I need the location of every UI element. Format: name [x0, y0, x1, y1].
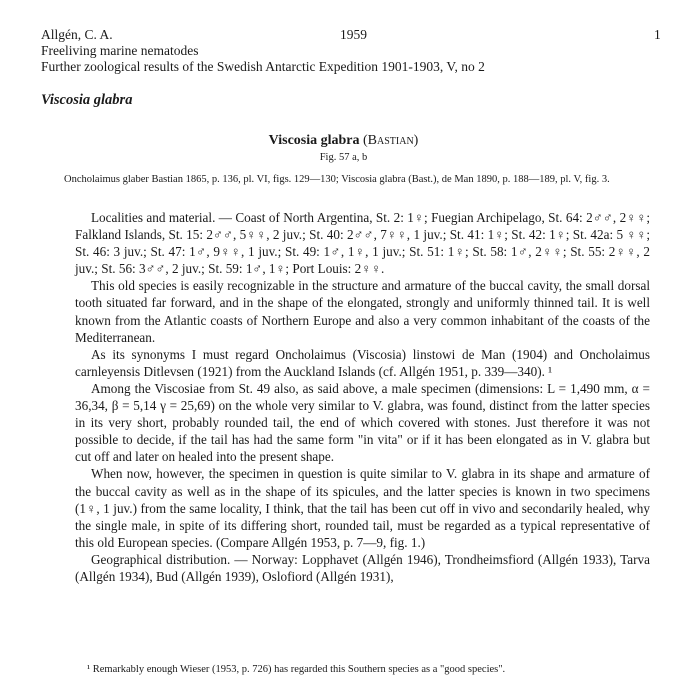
paragraph-conclusion: When now, however, the specimen in question is quite similar to V. glabra in its shape and armature of the buccal cavity as well as in the shape of its spicules, and the latter species is known in two specimens (1♀, 1 juv.) from the same locality, I think, that the tail has been cut off in vivo and secondarily healed, why the single male, in spite of its differing short, rounded tail, must be regarded as a typical representative of this old European species. (Compare Allgén 1953, p. 7—9, fig. 1.)	[75, 466, 650, 550]
header-author: Allgén, C. A.	[41, 27, 113, 42]
header-year: 1959	[340, 27, 367, 42]
body-text	[75, 209, 650, 585]
synonymy-text: Oncholaimus glaber Bastian 1865, p. 136, pl. VI, figs. 129—130; Viscosia glabra (Bast.), de Man 1890, p. 188—189, pl. V, fig. 3.	[64, 174, 610, 185]
header-page-number: 1	[654, 27, 661, 42]
footnote: ¹ Remarkably enough Wieser (1953, p. 726) has regarded this Southern species as a "good species".	[87, 664, 506, 675]
paragraph-male-specimen: Among the Viscosiae from St. 49 also, as said above, a male specimen (dimensions: L = 1,490 mm, α = 36,34, β = 5,14 γ = 25,69) on the whole very similar to V. glabra, was found, distinct from the latter species in its very short, probably rounded tail, the end of which covered with stones. Just therefore it was not possible to decide, if the tail has had the same form "in vita" or if it has been elongated as in V. glabra but cut off and later on healed into the present shape.	[75, 380, 650, 465]
paragraph-localities: Localities and material. — Coast of North Argentina, St. 2: 1♀; Fuegian Archipelago, St. 64: 2♂♂, 2♀♀; Falkland Islands, St. 15: 2♂♂, 5♀♀, 2 juv.; St. 40: 2♂♂, 7♀♀, 1 juv.; St. 41: 1♀; St. 42: 1♀; St. 42a: 5 ♀♀; St. 46: 3 juv.; St. 47: 1♂, 9♀♀, 1 juv.; St. 49: 1♂, 1♀, 1 juv.; St. 51: 1♀; St. 58: 1♂, 2♀♀; St. 55: 2♀♀, 2 juv.; St. 56: 3♂♂, 2 juv.; St. 59: 1♂, 1♀; Port Louis: 2♀♀.	[75, 210, 650, 277]
species-name: Viscosia glabra	[268, 133, 360, 148]
section-heading: Viscosia glabra	[41, 92, 133, 108]
paragraph-distribution: Geographical distribution. — Norway: Lopphavet (Allgén 1946), Trondheimsfiord (Allgén 1933), Tarva (Allgén 1934), Bud (Allgén 1939), Oslofiord (Allgén 1931),	[75, 551, 650, 584]
header-series-title: Freeliving marine nematodes	[41, 43, 199, 58]
paragraph-recognition: This old species is easily recognizable in the structure and armature of the buccal cavity, the small dorsal tooth situated far forward, and in the shape of the elongated, strongly and uniformly thinned tail. It is well known from the Atlantic coasts of Northern Europe and also a very common inhabitant of the coasts of the Mediterranean.	[75, 278, 650, 345]
species-title	[0, 133, 687, 149]
figure-reference: Fig. 57 a, b	[319, 152, 368, 163]
paragraph-synonyms: As its synonyms I must regard Oncholaimus (Viscosia) linstowi de Man (1904) and Oncholaimus carnleyensis Ditlevsen (1921) from the Auckland Islands (cf. Allgén 1951, p. 339—340). ¹	[75, 346, 650, 379]
header-publication: Further zoological results of the Swedish Antarctic Expedition 1901-1903, V, no 2	[41, 59, 485, 74]
species-author: (Bastian)	[363, 133, 419, 148]
synonymy	[64, 173, 649, 187]
